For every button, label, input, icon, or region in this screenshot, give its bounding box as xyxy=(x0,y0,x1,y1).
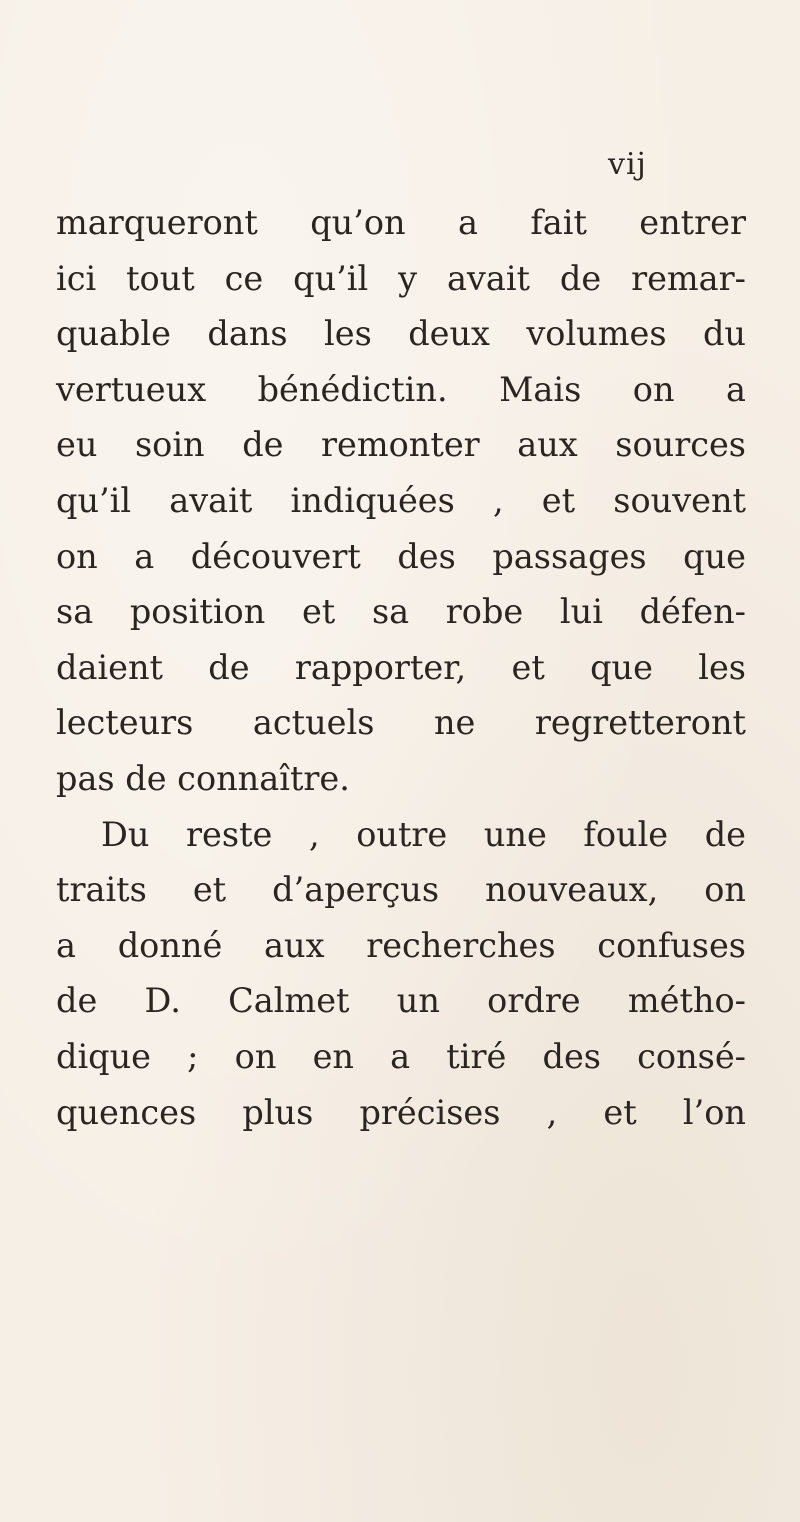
text-line: ici tout ce qu’il y avait de remar- xyxy=(56,258,746,298)
body-text xyxy=(56,195,746,1140)
text-line: quences plus précises , et l’on xyxy=(56,1092,746,1132)
text-line: vertueux bénédictin. Mais on a xyxy=(56,369,746,409)
text-line: sa position et sa robe lui défen- xyxy=(56,592,746,632)
text-line: daient de rapporter, et que les xyxy=(56,647,746,687)
text-line: pas de connaître. xyxy=(56,758,350,798)
text-line: dique ; on en a tiré des consé- xyxy=(56,1036,746,1076)
text-line: quable dans les deux volumes du xyxy=(56,314,746,354)
text-line: qu’il avait indiquées , et souvent xyxy=(56,480,746,520)
text-line: on a découvert des passages que xyxy=(56,536,746,576)
text-line: marqueront qu’on a fait entrer xyxy=(56,203,746,242)
page-number: vij xyxy=(608,147,647,182)
text-line: traits et d’aperçus nouveaux, on xyxy=(56,870,746,910)
text-line: lecteurs actuels ne regretteront xyxy=(56,703,746,743)
text-line: de D. Calmet un ordre métho- xyxy=(56,981,746,1021)
text-line: eu soin de remonter aux sources xyxy=(56,425,746,465)
text-line: a donné aux recherches confuses xyxy=(56,925,746,965)
text-line: Du reste , outre une foule de xyxy=(101,814,746,854)
